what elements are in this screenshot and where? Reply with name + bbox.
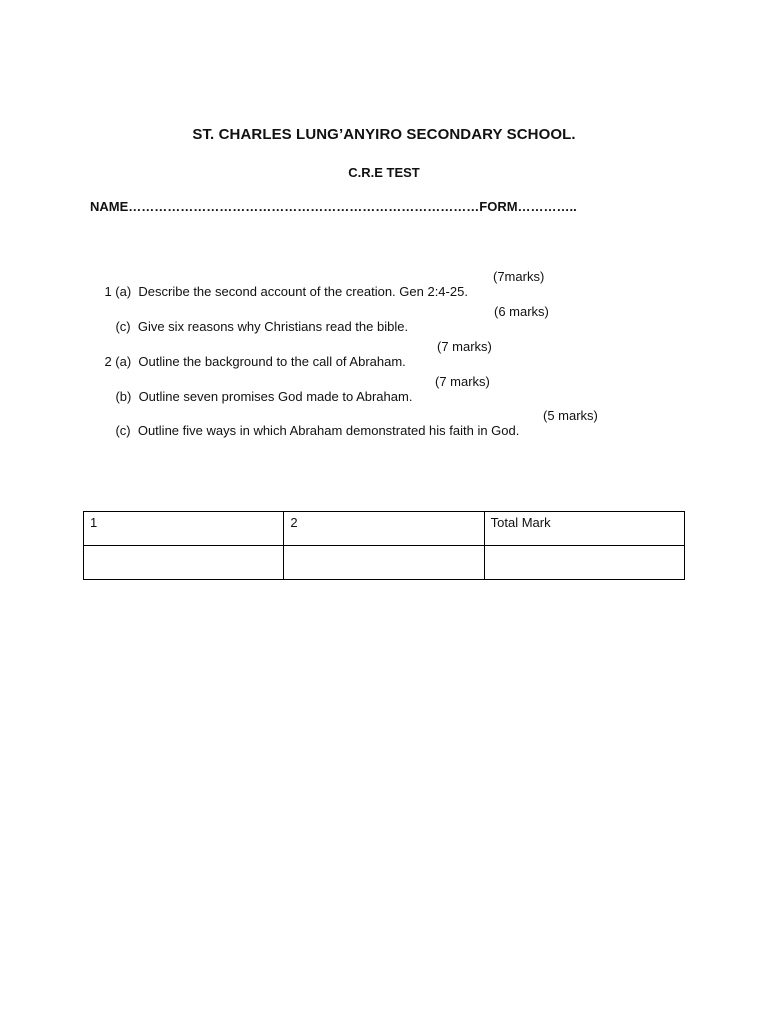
question-text: 1 (a) Describe the second account of the creation. Gen 2:4-25. xyxy=(104,284,468,299)
question-marks: (5 marks) xyxy=(543,408,598,423)
question-2c xyxy=(101,408,598,468)
question-marks: (7marks) xyxy=(493,269,545,284)
question-text: (b) Outline seven promises God made to Abraham. xyxy=(115,389,413,404)
score-table-value-row xyxy=(84,546,685,580)
score-cell-1 xyxy=(84,546,284,580)
question-text: (c) Outline five ways in which Abraham demonstrated his faith in God. xyxy=(115,423,520,438)
score-header-total: Total Mark xyxy=(484,512,684,546)
question-marks: (7 marks) xyxy=(435,374,490,389)
school-title: ST. CHARLES LUNG’ANYIRO SECONDARY SCHOOL. xyxy=(192,126,576,143)
name-form-line: NAME………………………………………………………………………FORM………….. xyxy=(90,199,577,214)
score-cell-total xyxy=(484,546,684,580)
score-cell-2 xyxy=(284,546,484,580)
score-header-1: 1 xyxy=(84,512,284,546)
question-text: 2 (a) Outline the background to the call of Abraham. xyxy=(104,354,406,369)
score-table xyxy=(83,511,685,580)
score-header-2: 2 xyxy=(284,512,484,546)
question-marks: (7 marks) xyxy=(437,339,492,354)
question-text: (c) Give six reasons why Christians read the bible. xyxy=(115,319,409,334)
score-table-header-row xyxy=(84,512,685,546)
test-title: C.R.E TEST xyxy=(348,165,420,180)
question-marks: (6 marks) xyxy=(494,304,549,319)
